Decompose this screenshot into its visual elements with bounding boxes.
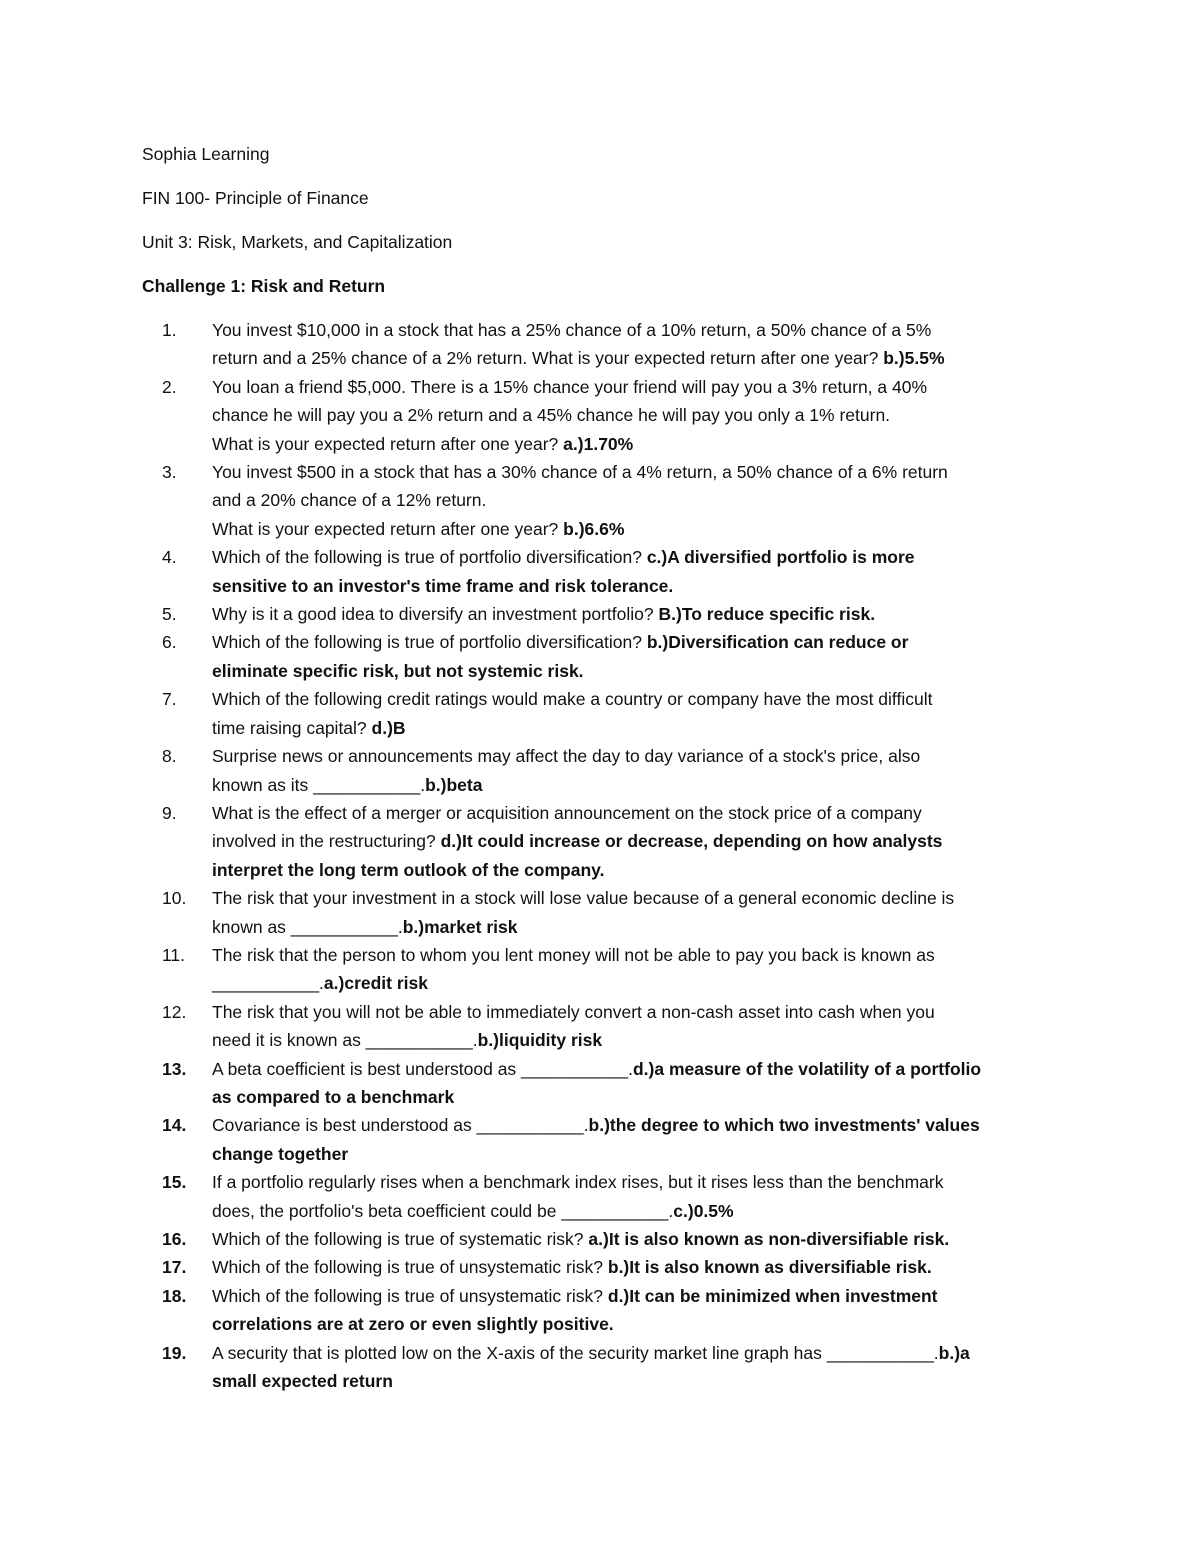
unit-title: Unit 3: Risk, Markets, and Capitalization [142, 232, 453, 252]
question-number: 13. [162, 1058, 187, 1079]
question-text: If a portfolio regularly rises when a benchmark index rises, but it rises less than the benchmark [212, 1172, 944, 1193]
challenge-title: Challenge 1: Risk and Return [142, 276, 386, 296]
question-item [142, 628, 1062, 685]
question-text: Why is it a good idea to diversify an investment portfolio? [212, 604, 654, 625]
answer-text: b.)liquidity risk [477, 1030, 603, 1051]
answer-text: c.)0.5% [673, 1200, 734, 1221]
question-text: and a 20% chance of a 12% return. [212, 490, 487, 511]
question-number: 1. [162, 320, 177, 340]
question-number: 12. [162, 1001, 187, 1022]
answer-text: sensitive to an investor's time frame and risk tolerance. [212, 575, 674, 596]
question-text: time raising capital? [212, 717, 367, 738]
question-item [142, 799, 1062, 884]
question-item [142, 1168, 1062, 1225]
answer-text: correlations are at zero or even slightly positive. [212, 1314, 614, 1335]
question-item [142, 1253, 1062, 1281]
question-item [142, 941, 1062, 998]
question-item [142, 543, 1062, 600]
answer-text: d.)It can be minimized when investment [607, 1285, 938, 1306]
question-text: ___________. [212, 973, 324, 994]
answer-text: a.)It is also known as non-diversifiable risk. [588, 1229, 950, 1249]
answer-text: interpret the long term outlook of the company. [212, 859, 605, 880]
question-text: The risk that your investment in a stock will lose value because of a general economic decline is [212, 888, 955, 909]
question-number: 17. [162, 1257, 187, 1278]
question-number: 6. [162, 632, 177, 653]
question-number: 14. [162, 1115, 187, 1136]
question-text: Which of the following credit ratings would make a country or company have the most difficult [212, 689, 933, 710]
answer-text: B.)To reduce specific risk. [658, 604, 876, 625]
question-number: 2. [162, 376, 177, 397]
question-text: Covariance is best understood as ___________. [212, 1115, 589, 1136]
answer-text: small expected return [212, 1371, 393, 1392]
question-number: 4. [162, 547, 177, 568]
course-provider: Sophia Learning [142, 144, 270, 164]
answer-text: b.)It is also known as diversifiable risk. [607, 1257, 932, 1278]
answer-text: d.)a measure of the volatility of a portfolio [632, 1058, 982, 1079]
answer-text: a.)credit risk [323, 973, 428, 994]
question-number: 10. [162, 888, 187, 909]
question-number: 11. [162, 944, 186, 965]
question-text: return and a 25% chance of a 2% return. What is your expected return after one year? [212, 348, 879, 369]
answer-text: d.)It could increase or decrease, depending on how analysts [440, 831, 943, 852]
answer-text: eliminate specific risk, but not systemic risk. [212, 660, 584, 681]
answer-text: b.)a [938, 1342, 970, 1363]
question-item [142, 1111, 1062, 1168]
question-text: You invest $500 in a stock that has a 30% chance of a 4% return, a 50% chance of a 6% return [212, 462, 948, 483]
question-text: does, the portfolio's beta coefficient could be ___________. [212, 1200, 674, 1221]
question-number: 7. [162, 689, 177, 710]
question-text: Which of the following is true of portfolio diversification? [212, 547, 642, 568]
question-text: What is your expected return after one year? [212, 433, 559, 454]
answer-text: b.)5.5% [883, 348, 945, 369]
question-item [142, 316, 1062, 373]
question-item [142, 1055, 1062, 1112]
question-text: You loan a friend $5,000. There is a 15% chance your friend will pay you a 3% return, a 40% [212, 376, 928, 397]
question-item [142, 1225, 1062, 1253]
answer-text: b.)the degree to which two investments' values [588, 1115, 980, 1136]
answer-text: change together [212, 1143, 349, 1164]
question-number: 3. [162, 462, 177, 483]
question-item [142, 600, 1062, 628]
answer-text: b.)market risk [402, 916, 518, 937]
question-item [142, 884, 1062, 941]
question-text: known as its ___________. [212, 774, 426, 795]
document-page [142, 140, 1062, 1395]
question-number: 9. [162, 802, 177, 823]
question-item [142, 1282, 1062, 1339]
question-item [142, 685, 1062, 742]
question-text: Which of the following is true of unsystematic risk? [212, 1285, 603, 1306]
course-title: FIN 100- Principle of Finance [142, 188, 369, 208]
answer-text: b.)6.6% [563, 518, 625, 539]
question-text: What is the effect of a merger or acquisition announcement on the stock price of a company [212, 802, 922, 823]
question-text: Surprise news or announcements may affect the day to day variance of a stock's price, also [212, 746, 921, 767]
question-item [142, 1339, 1062, 1396]
question-text: chance he will pay you a 2% return and a 45% chance he will pay you only a 1% return. [212, 405, 891, 426]
question-item [142, 373, 1062, 458]
question-text: known as ___________. [212, 916, 403, 937]
question-text: The risk that the person to whom you lent money will not be able to pay you back is known as [212, 944, 935, 965]
answer-text: a.)1.70% [563, 433, 634, 454]
question-text: You invest $10,000 in a stock that has a 25% chance of a 10% return, a 50% chance of a 5% [212, 320, 932, 340]
answer-text: b.)Diversification can reduce or [646, 632, 909, 653]
question-number: 16. [162, 1229, 187, 1249]
question-number: 8. [162, 746, 177, 767]
question-text: need it is known as ___________. [212, 1030, 478, 1051]
question-text: A security that is plotted low on the X-axis of the security market line graph has ___________. [212, 1342, 939, 1363]
question-number: 19. [162, 1342, 187, 1363]
answer-text: as compared to a benchmark [212, 1086, 455, 1107]
question-text: Which of the following is true of portfolio diversification? [212, 632, 642, 653]
question-text: Which of the following is true of unsystematic risk? [212, 1257, 603, 1278]
question-number: 18. [162, 1285, 187, 1306]
question-text: involved in the restructuring? [212, 831, 436, 852]
question-text: The risk that you will not be able to immediately convert a non-cash asset into cash when you [212, 1001, 935, 1022]
question-number: 5. [162, 604, 177, 625]
answer-text: d.)B [371, 717, 406, 738]
question-text: A beta coefficient is best understood as ___________. [212, 1058, 633, 1079]
question-list [142, 316, 1062, 1395]
question-number: 15. [162, 1172, 187, 1193]
question-item [142, 742, 1062, 799]
question-text: What is your expected return after one year? [212, 518, 559, 539]
question-item [142, 998, 1062, 1055]
answer-text: c.)A diversified portfolio is more [646, 547, 915, 568]
answer-text: b.)beta [425, 774, 483, 795]
question-text: Which of the following is true of systematic risk? [212, 1229, 584, 1249]
question-item [142, 458, 1062, 543]
